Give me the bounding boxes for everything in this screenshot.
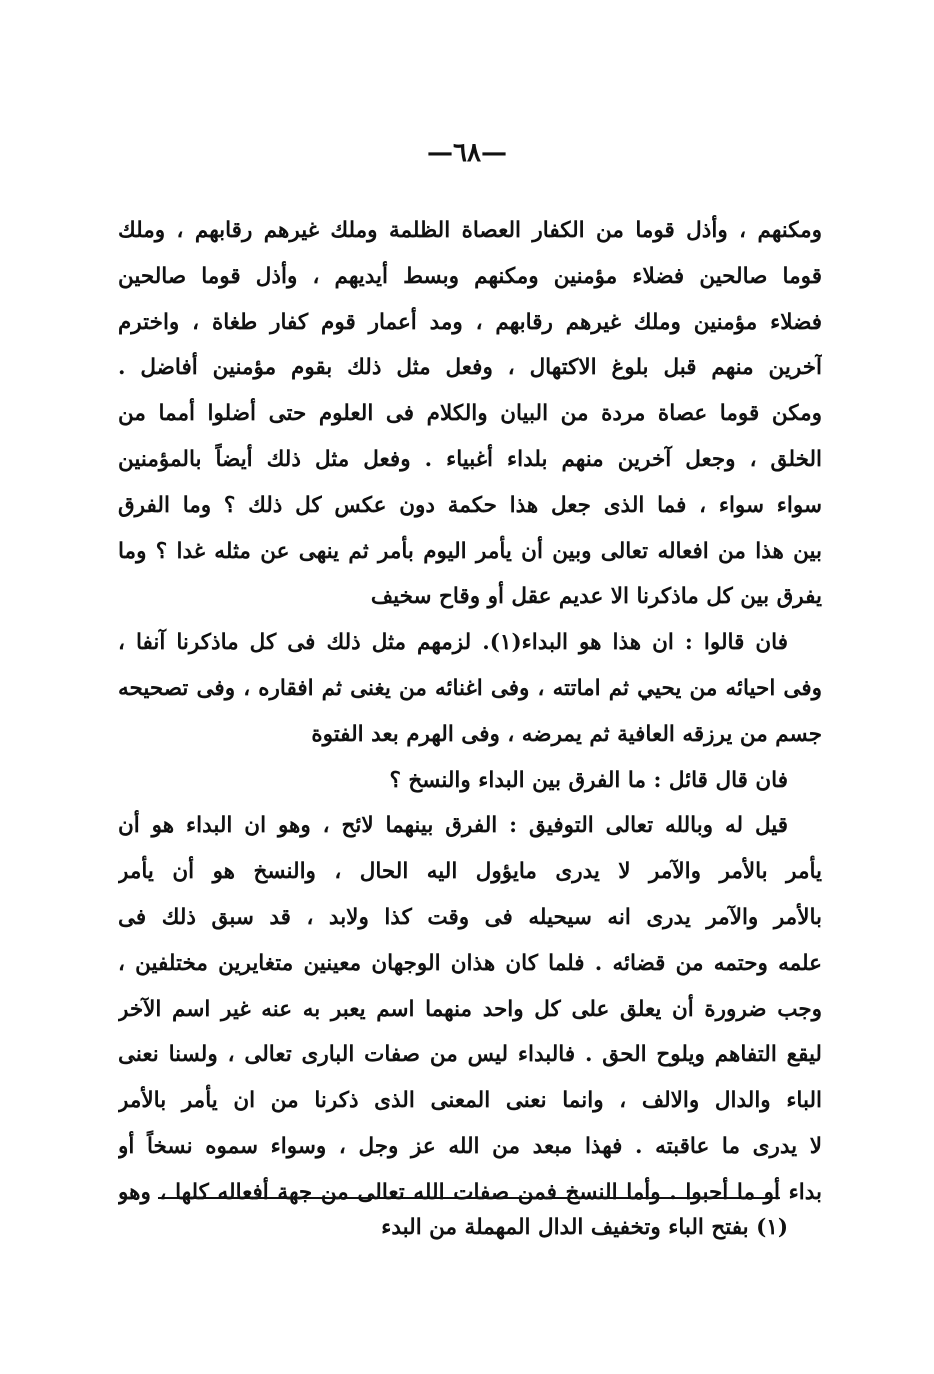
text-line: جسم من يرزقه العافية ثم يمرضه ، وفى الهرم بعد الفتوة bbox=[311, 721, 822, 747]
text-line: يفرق بين كل ماذكرنا الا عديم عقل أو وقاح سخيف bbox=[370, 584, 822, 610]
text-line: ليقع التفاهم ويلوح الحق . فالبداء ليس من صفات البارى تعالى ، ولسنا نعنى bbox=[118, 1042, 822, 1068]
body-text bbox=[118, 208, 822, 1216]
text-line: علمه وحتمه من قضائه . فلما كان هذان الوجهان معينين متغايرين مختلفين ، bbox=[118, 950, 822, 976]
text-line: فان قالوا : ان هذا هو البداء(١). لزمهم مثل ذلك فى كل ماذكرنا آنفا ، bbox=[118, 630, 788, 656]
text-line: آخرين منهم قبل بلوغ الاكتهال ، وفعل مثل ذلك بقوم مؤمنين أفاضل . bbox=[118, 355, 822, 381]
text-line: بين هذا من افعاله تعالى وبين أن يأمر اليوم بأمر ثم ينهى عن مثله غدا ؟ وما bbox=[118, 538, 822, 564]
text-line: فضلاء مؤمنين وملك غيرهم رقابهم ، ومد أعمار قوم كفار طغاة ، واخترم bbox=[118, 309, 822, 335]
text-line: الباء والدال والالف ، وانما نعنى المعنى الذى ذكرنا من ان يأمر بالأمر bbox=[118, 1088, 822, 1114]
text-line: سواء سواء ، فما الذى جعل هذا حكمة دون عكس كل ذلك ؟ وما الفرق bbox=[118, 492, 822, 518]
text-line: فان قال قائل : ما الفرق بين البداء والنسخ ؟ bbox=[389, 767, 788, 793]
text-line: الخلق ، وجعل آخرين منهم بلداء أغبياء . وفعل مثل ذلك أيضاً بالمؤمنين bbox=[118, 446, 822, 472]
text-line: قيل له وبالله تعالى التوفيق : الفرق بينهما لائح ، وهو ان البداء هو أن bbox=[118, 813, 788, 839]
text-line: بداء أو ما أحبوا . وأما النسخ فمن صفات الله تعالى من جهة أفعاله كلها ، وهو bbox=[118, 1179, 822, 1205]
text-line: قوما صالحين فضلاء مؤمنين ومكنهم وبسط أيديهم ، وأذل قوما صالحين bbox=[118, 263, 822, 289]
text-line: ومكن قوما عصاة مردة من البيان والكلام فى العلوم حتى أضلوا أمما من bbox=[118, 401, 822, 427]
text-line: بالأمر والآمر يدرى انه سيحيله فى وقت كذا ولابد ، قد سبق ذلك فى bbox=[118, 904, 822, 930]
page-number: —٦٨— bbox=[427, 138, 507, 168]
footnote: (١) بفتح الباء وتخفيف الدال المهملة من البدء bbox=[381, 1215, 788, 1240]
text-line: ومكنهم ، وأذل قوما من الكفار العصاة الظلمة وملك غيرهم رقابهم ، وملك bbox=[118, 218, 822, 243]
text-line: لا يدرى ما عاقبته . فهذا مبعد من الله عز وجل ، وسواء سموه نسخاً أو bbox=[118, 1133, 822, 1159]
text-line: يأمر بالأمر والآمر لا يدرى مايؤول اليه الحال ، والنسخ هو أن يأمر bbox=[118, 859, 822, 885]
text-line: وجب ضرورة أن يعلق على كل واحد منهما اسم يعبر به عنه غير اسم الآخر bbox=[118, 996, 822, 1022]
footnote-divider bbox=[158, 1197, 780, 1199]
text-line: وفى احيائه من يحيي ثم اماتته ، وفى اغنائه من يغنى ثم افقاره ، وفى تصحيحه bbox=[118, 675, 822, 701]
